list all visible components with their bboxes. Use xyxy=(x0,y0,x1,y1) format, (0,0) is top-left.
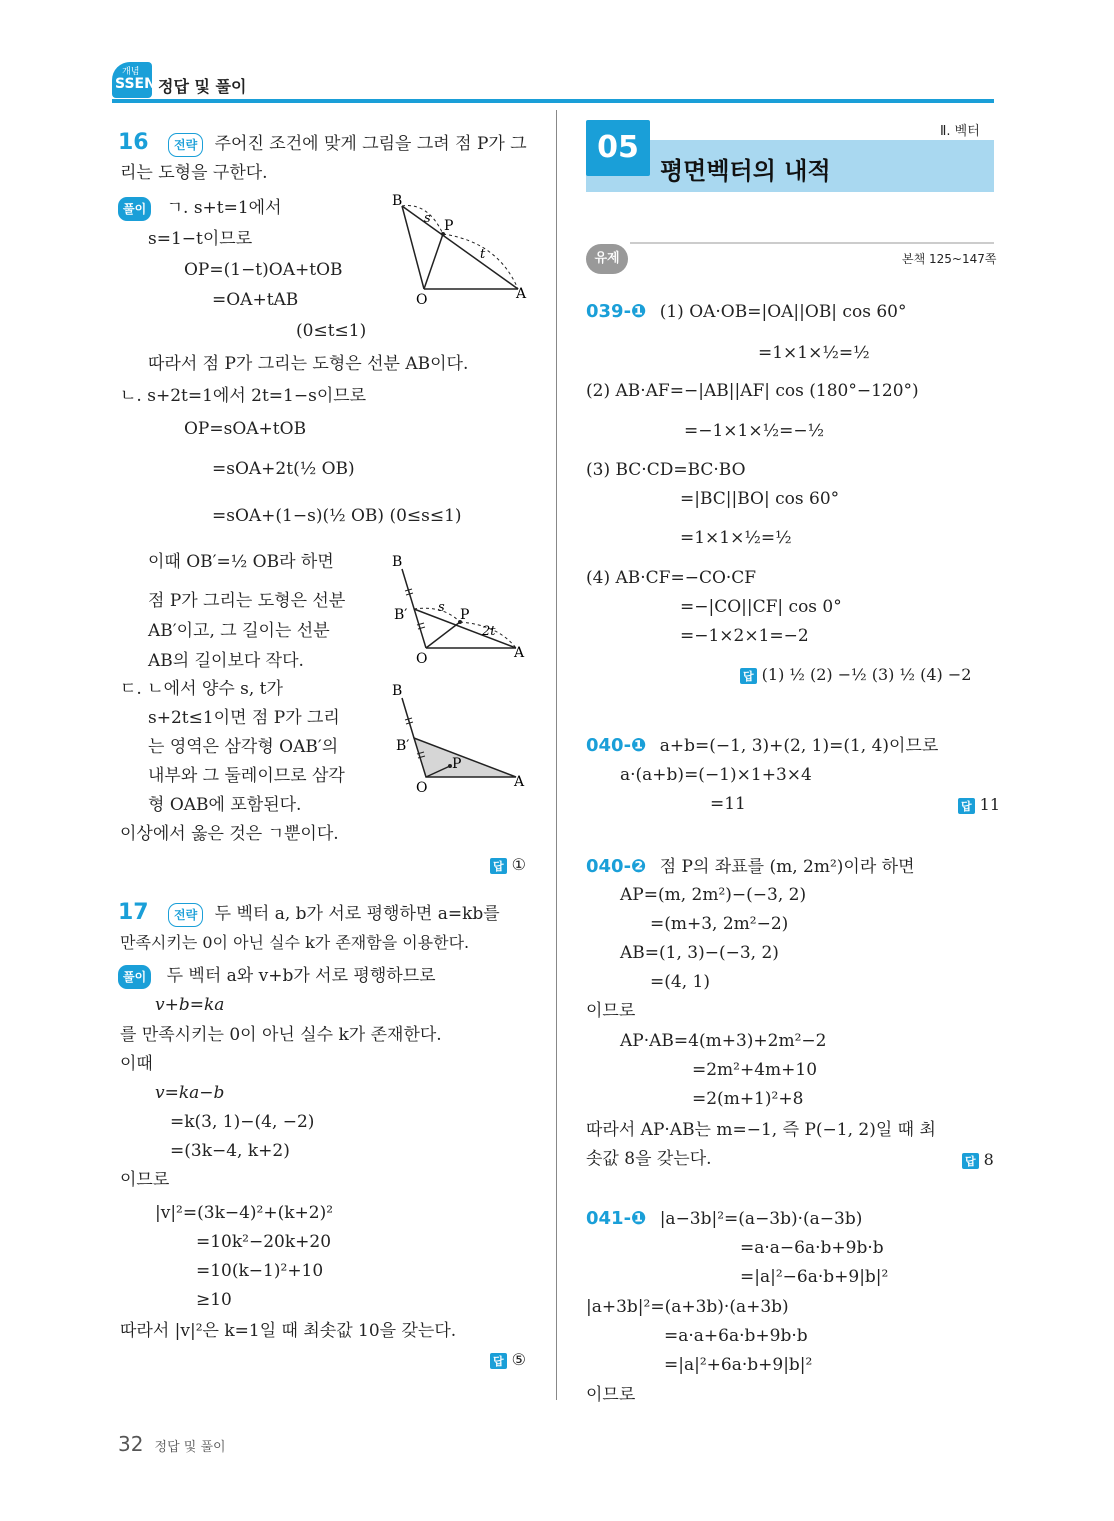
section-title: 평면벡터의 내적 xyxy=(660,157,831,185)
fig2-label-2t: 2t xyxy=(482,624,496,639)
q041-line: |a+3b|²=(a+3b)·(a+3b) xyxy=(586,1297,789,1317)
fig3-label-p: P xyxy=(452,756,462,772)
header-rule xyxy=(112,99,994,103)
p16-answer-value: ① xyxy=(511,855,526,874)
fig3-label-bp: B′ xyxy=(396,738,410,754)
q040b-line: 솟값 8을 갖는다. xyxy=(586,1149,712,1169)
p16-solution-tag: 풀이 xyxy=(118,197,151,221)
p17-line: =10(k−1)²+10 xyxy=(196,1261,324,1281)
p16-line: OP=sOA+tOB xyxy=(184,419,307,439)
q040b-answer-value: 8 xyxy=(983,1150,994,1169)
q040b-line: 이므로 xyxy=(586,1001,636,1021)
p17-line: 만족시키는 0이 아닌 실수 k가 존재함을 이용한다. xyxy=(120,933,470,952)
p16-line: =sOA+(1−s)(½ OB) (0≤s≤1) xyxy=(212,506,462,526)
header-logo xyxy=(112,62,156,98)
figure-segment-ab xyxy=(388,192,538,310)
p16-line: s+2t≤1이면 점 P가 그리 xyxy=(148,708,340,728)
p16-line: s=1−t이므로 xyxy=(148,229,253,249)
p16-strategy-tag: 전략 xyxy=(168,133,203,157)
fig1-label-s: s xyxy=(424,211,431,226)
q040b-number: 040-❷ xyxy=(586,856,647,877)
p16-line: ㄷ. ㄴ에서 양수 s, t가 xyxy=(120,679,283,699)
p16-line: =OA+tAB xyxy=(212,290,299,310)
fig2-label-o: O xyxy=(416,651,428,667)
answer-tag: 답 xyxy=(740,668,757,684)
column-divider xyxy=(556,110,557,1400)
p17-line: =k(3, 1)−(4, −2) xyxy=(170,1112,315,1132)
q040b-line: 점 P의 좌표를 (m, 2m²)이라 하면 xyxy=(659,857,915,877)
p17-solution-tag: 풀이 xyxy=(118,965,151,989)
p16-line: =sOA+2t(½ OB) xyxy=(212,459,355,479)
chapter-label: Ⅱ. 벡터 xyxy=(940,124,980,139)
q040b-head xyxy=(586,856,915,878)
p17-sol-row xyxy=(118,965,436,989)
header-title: 정답 및 풀이 xyxy=(158,77,247,96)
p16-line: ㄴ. s+2t=1에서 2t=1−s이므로 xyxy=(120,386,367,406)
fig1-label-o: O xyxy=(416,292,428,308)
q039-line: =−|CO||CF| cos 0° xyxy=(680,597,842,617)
q039-answer-value: (1) ½ (2) −½ (3) ½ (4) −2 xyxy=(761,665,972,684)
p16-answer xyxy=(490,855,526,874)
q041-line: =a·a+6a·b+9b·b xyxy=(664,1326,808,1346)
fig2-label-s: s xyxy=(438,600,445,615)
header-logo-main: SSEN xyxy=(115,76,156,92)
q041-line: =a·a−6a·b+9b·b xyxy=(740,1238,884,1258)
p17-line: =10k²−20k+20 xyxy=(196,1232,332,1252)
p17-line: 이때 xyxy=(120,1054,153,1074)
p16-sol-row xyxy=(118,197,282,221)
q040b-line: 따라서 AP·AB는 m=−1, 즉 P(−1, 2)일 때 최 xyxy=(586,1120,936,1140)
p17-line: v=ka−b xyxy=(155,1083,225,1103)
p16-line: (0≤t≤1) xyxy=(296,321,367,341)
p16-line: AB′이고, 그 길이는 선분 xyxy=(148,621,330,641)
q040b-line: AP·AB=4(m+3)+2m²−2 xyxy=(620,1031,827,1051)
p16-line: 이상에서 옳은 것은 ㄱ뿐이다. xyxy=(120,824,339,844)
p16-line: 점 P가 그리는 도형은 선분 xyxy=(148,591,346,611)
q039-line: =−1×2×1=−2 xyxy=(680,626,809,646)
q039-line: (3) BC·CD=BC·BO xyxy=(586,460,746,480)
answer-tag: 답 xyxy=(490,1353,507,1369)
q040a-number: 040-❶ xyxy=(586,735,647,756)
fig1-label-b: B xyxy=(392,193,403,209)
fig2-label-bp: B′ xyxy=(394,607,408,623)
answer-tag: 답 xyxy=(490,858,507,874)
p17-line: v+b=ka xyxy=(155,995,225,1015)
fig2-label-b: B xyxy=(392,554,403,570)
p16-line: 내부와 그 둘레이므로 삼각 xyxy=(148,766,345,786)
q040b-line: =(4, 1) xyxy=(650,972,710,992)
p16-line: 리는 도형을 구한다. xyxy=(120,163,268,183)
footer-page-number: 32 xyxy=(118,1432,144,1456)
q040a-answer xyxy=(958,795,1000,814)
fig2-label-a: A xyxy=(514,645,525,661)
pages-ref: 본책 125~147쪽 xyxy=(902,252,997,266)
q039-line: =1×1×½=½ xyxy=(758,343,870,363)
answer-tag: 답 xyxy=(958,798,975,814)
fig1-label-a: A xyxy=(516,286,527,302)
figure-triangle-region xyxy=(388,682,538,797)
p17-answer-value: ⑤ xyxy=(511,1350,526,1369)
q041-number: 041-❶ xyxy=(586,1208,647,1229)
p16-head xyxy=(118,132,527,157)
q039-line: =1×1×½=½ xyxy=(680,528,792,548)
q041-line: 이므로 xyxy=(586,1385,636,1405)
p17-line: ≥10 xyxy=(196,1290,232,1310)
q040b-line: AB=(1, 3)−(−3, 2) xyxy=(620,943,779,963)
q039-answer xyxy=(740,665,971,684)
q040a-line: =11 xyxy=(710,794,746,814)
footer-label: 정답 및 풀이 xyxy=(154,1440,226,1455)
q039-line: =−1×1×½=−½ xyxy=(684,421,825,441)
p17-line: 두 벡터 a와 v+b가 서로 평행하므로 xyxy=(166,966,436,986)
fig1-label-p: P xyxy=(444,218,454,234)
p17-number: 17 xyxy=(118,900,149,925)
p16-line: 주어진 조건에 맞게 그림을 그려 점 P가 그 xyxy=(214,134,527,154)
p17-line: 따라서 |v|²은 k=1일 때 최솟값 10을 갖는다. xyxy=(120,1321,457,1341)
q040b-line: AP=(m, 2m²)−(−3, 2) xyxy=(620,885,807,905)
p16-line: 따라서 점 P가 그리는 도형은 선분 AB이다. xyxy=(148,354,469,374)
q040a-line: a+b=(−1, 3)+(2, 1)=(1, 4)이므로 xyxy=(659,736,939,756)
fig3-label-o: O xyxy=(416,780,428,796)
header-logo-top: 개념 xyxy=(122,67,140,77)
q040a-head xyxy=(586,735,938,757)
p16-line: AB의 길이보다 작다. xyxy=(148,651,304,671)
p17-strategy-tag: 전략 xyxy=(168,903,203,927)
p16-line: 는 영역은 삼각형 OAB′의 xyxy=(148,737,339,757)
p16-line: ㄱ. s+t=1에서 xyxy=(166,198,282,218)
p17-line: 두 벡터 a, b가 서로 평행하면 a=kb를 xyxy=(214,904,500,924)
q041-line: =|a|²−6a·b+9|b|² xyxy=(740,1267,889,1287)
fig1-label-t: t xyxy=(480,247,486,262)
q041-line: =|a|²+6a·b+9|b|² xyxy=(664,1355,813,1375)
p16-line: 이때 OB′=½ OB라 하면 xyxy=(148,552,334,572)
q041-line: |a−3b|²=(a−3b)·(a−3b) xyxy=(659,1209,863,1229)
p16-number: 16 xyxy=(118,130,149,155)
q040b-line: =2m²+4m+10 xyxy=(692,1060,818,1080)
q039-head xyxy=(586,301,906,323)
figure-segment-ab-prime xyxy=(388,553,538,668)
q039-line: (4) AB·CF=−CO·CF xyxy=(586,568,757,588)
q040b-answer xyxy=(962,1150,994,1169)
sub-header-label: 유제 xyxy=(586,244,628,274)
q040b-line: =2(m+1)²+8 xyxy=(692,1089,804,1109)
q040a-answer-value: 11 xyxy=(979,795,1000,814)
q040a-line: a·(a+b)=(−1)×1+3×4 xyxy=(620,765,812,785)
p17-line: =(3k−4, k+2) xyxy=(170,1141,290,1161)
fig2-label-p: P xyxy=(460,607,470,623)
p17-head xyxy=(118,902,500,927)
p16-line: OP=(1−t)OA+tOB xyxy=(184,260,343,280)
q039-line: =|BC||BO| cos 60° xyxy=(680,489,840,509)
fig3-label-b: B xyxy=(392,683,403,699)
p17-line: |v|²=(3k−4)²+(k+2)² xyxy=(155,1203,334,1223)
p16-line: 형 OAB에 포함된다. xyxy=(148,795,302,815)
p17-line: 이므로 xyxy=(120,1170,170,1190)
answer-tag: 답 xyxy=(962,1153,979,1169)
q039-line: (1) OA·OB=|OA||OB| cos 60° xyxy=(659,302,907,322)
sub-header-rule xyxy=(630,242,994,244)
p17-answer xyxy=(490,1350,526,1369)
q039-line: (2) AB·AF=−|AB||AF| cos (180°−120°) xyxy=(586,381,919,401)
p17-line: 를 만족시키는 0이 아닌 실수 k가 존재한다. xyxy=(120,1025,442,1045)
fig3-label-a: A xyxy=(514,774,525,790)
q040b-line: =(m+3, 2m²−2) xyxy=(650,914,789,934)
q041-head xyxy=(586,1208,862,1230)
footer xyxy=(118,1432,226,1456)
q039-number: 039-❶ xyxy=(586,301,647,322)
section-number: 05 xyxy=(586,120,650,176)
